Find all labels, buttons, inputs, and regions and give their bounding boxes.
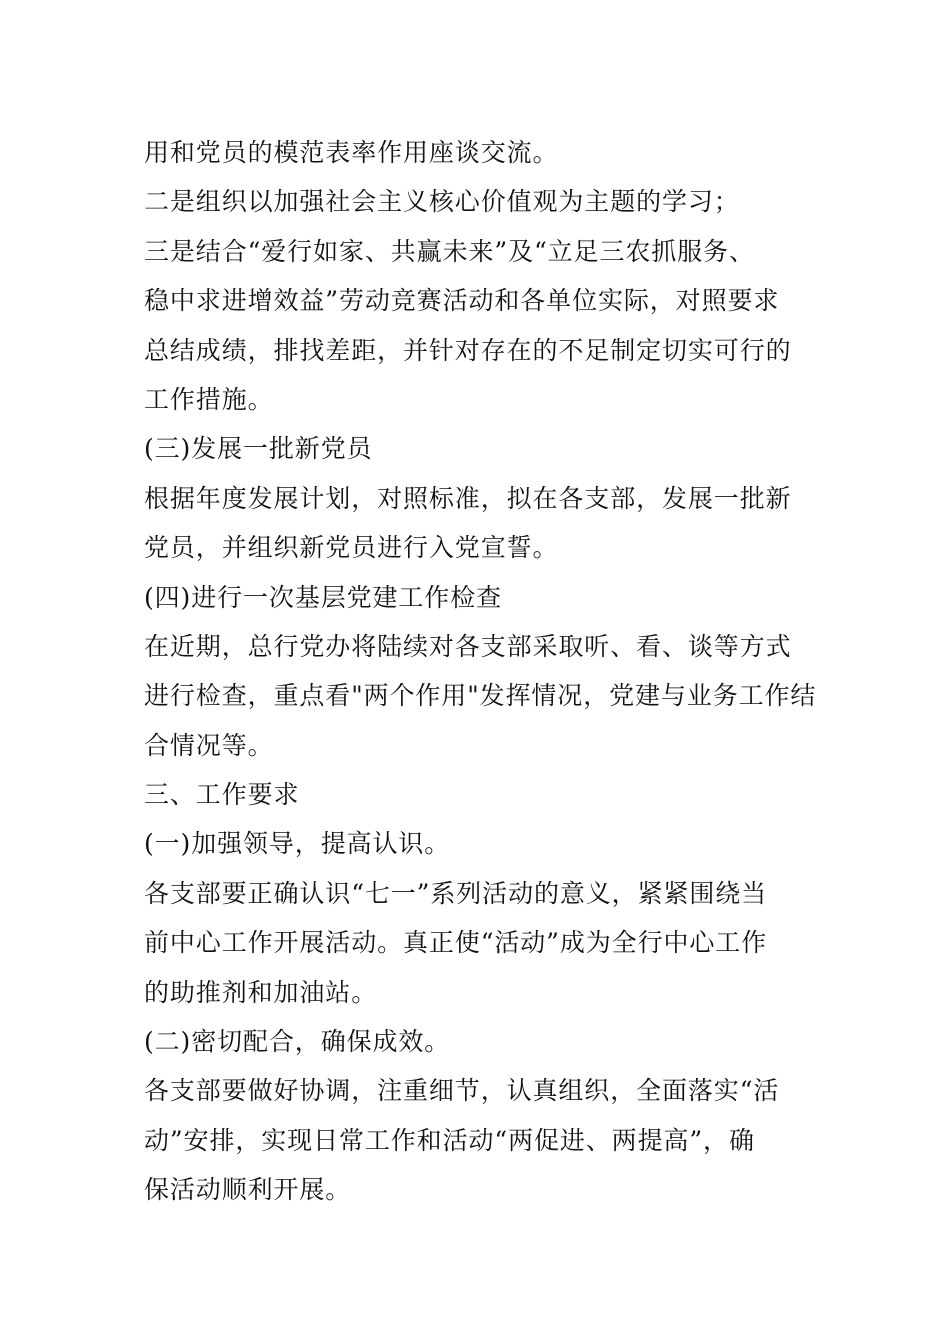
text-line: 三是结合“爱行如家、共赢未来”及“立足三农抓服务、 [144, 236, 755, 266]
section-heading: (一)加强领导，提高认识。 [144, 829, 451, 859]
text-line: 合情况等。 [144, 730, 274, 760]
text-line: 动”安排，实现日常工作和活动“两促进、两提高”，确 [144, 1125, 755, 1155]
text-line: 在近期，总行党办将陆续对各支部采取听、看、谈等方式 [144, 631, 792, 661]
text-line: 稳中求进增效益”劳动竞赛活动和各单位实际，对照要求 [144, 286, 780, 316]
text-line: 各支部要做好协调，注重细节，认真组织，全面落实“活 [144, 1076, 780, 1106]
section-heading: (三)发展一批新党员 [144, 434, 373, 464]
text-line: 党员，并组织新党员进行入党宣誓。 [144, 533, 559, 563]
text-line: 用和党员的模范表率作用座谈交流。 [144, 138, 559, 167]
text-line: 进行检查，重点看"两个作用"发挥情况，党建与业务工作结 [144, 681, 817, 711]
section-heading: (四)进行一次基层党建工作检查 [144, 582, 503, 612]
document-body [144, 128, 817, 1215]
text-line: 工作措施。 [144, 384, 274, 414]
text-line: 保活动顺利开展。 [144, 1175, 352, 1205]
text-line: 的助推剂和加油站。 [144, 977, 378, 1007]
text-line: 各支部要正确认识“七一”系列活动的意义，紧紧围绕当 [144, 878, 768, 908]
section-heading: 三、工作要求 [144, 780, 300, 810]
text-line: 二是组织以加强社会主义核心价值观为主题的学习； [144, 187, 740, 217]
text-line: 总结成绩，排找差距，并针对存在的不足制定切实可行的 [144, 335, 792, 365]
text-line: 根据年度发展计划，对照标准，拟在各支部，发展一批新 [144, 483, 792, 513]
section-heading: (二)密切配合，确保成效。 [144, 1027, 451, 1057]
text-line: 前中心工作开展活动。真正使“活动”成为全行中心工作 [144, 928, 768, 958]
